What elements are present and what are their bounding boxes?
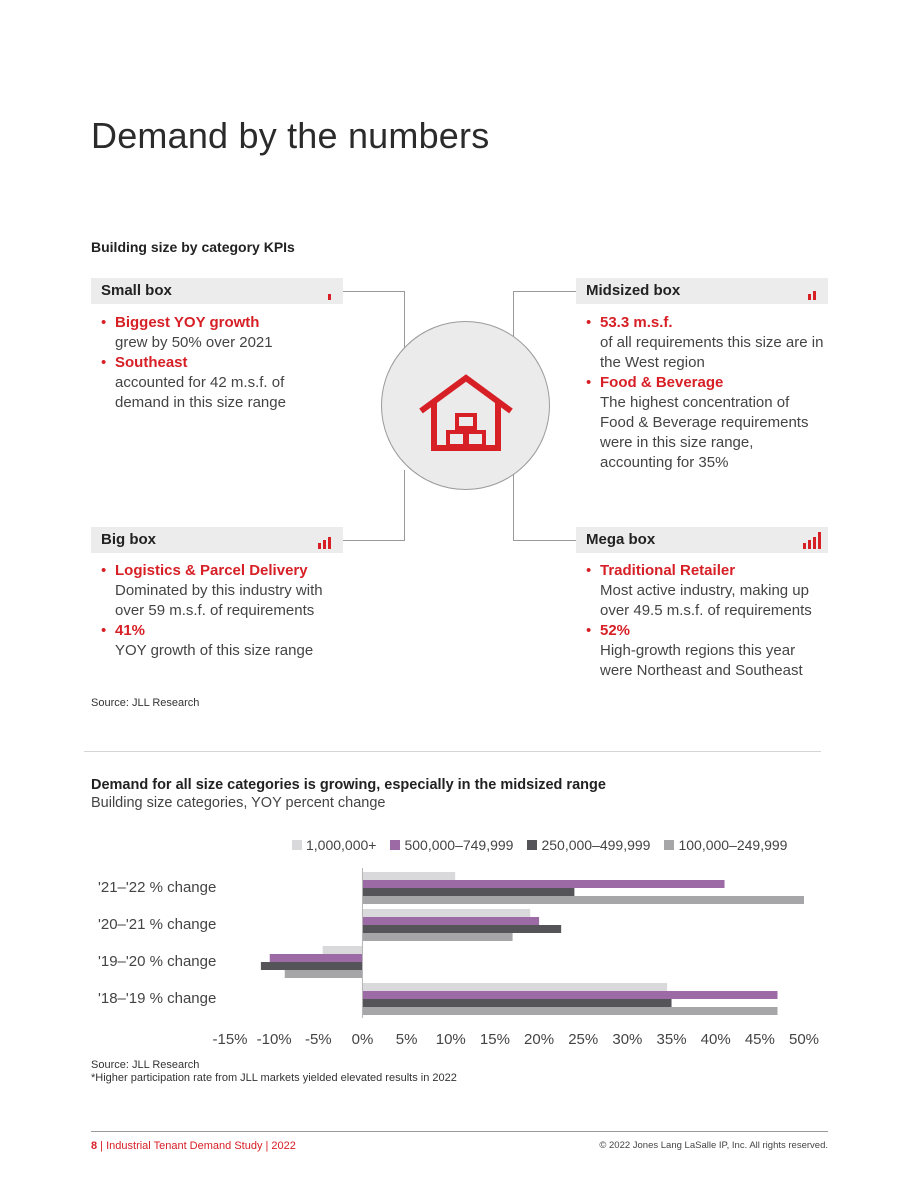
kpi-highlight: 53.3 m.s.f. bbox=[600, 314, 673, 331]
x-tick-label: 0% bbox=[351, 1031, 374, 1048]
bar bbox=[362, 880, 724, 888]
legend-label: 250,000–499,999 bbox=[541, 837, 651, 853]
bar bbox=[362, 896, 804, 904]
bar bbox=[362, 872, 455, 880]
kpi-highlight: Food & Beverage bbox=[600, 374, 724, 391]
midsized-box-content bbox=[576, 313, 836, 473]
x-tick-label: 50% bbox=[788, 1031, 820, 1048]
size-bars-icon bbox=[800, 531, 822, 549]
list-item bbox=[576, 621, 836, 681]
kpi-highlight: 41% bbox=[115, 622, 146, 639]
kpi-text: accounted for 42 m.s.f. of bbox=[115, 374, 285, 391]
x-tick-label: -10% bbox=[256, 1031, 292, 1048]
chart-subtitle: Building size categories, YOY percent change bbox=[91, 795, 386, 811]
section-divider bbox=[84, 751, 821, 752]
bullet-dot: • bbox=[586, 374, 592, 391]
bullet-dot: • bbox=[101, 354, 107, 371]
kpi-highlight: Southeast bbox=[115, 354, 188, 371]
x-tick-label: -5% bbox=[304, 1031, 332, 1048]
bar bbox=[285, 970, 363, 978]
warehouse-hub bbox=[381, 321, 550, 490]
legend-swatch bbox=[292, 840, 302, 850]
legend-item bbox=[292, 837, 376, 853]
bullet-dot: • bbox=[101, 622, 107, 639]
publication-name: Industrial Tenant Demand Study | 2022 bbox=[106, 1140, 296, 1152]
kpi-text: The highest concentration of bbox=[600, 394, 790, 411]
kpi-text: were in this size range, bbox=[600, 434, 754, 451]
list-item bbox=[91, 621, 351, 661]
mega-box-content bbox=[576, 561, 836, 681]
bar bbox=[270, 954, 363, 962]
kpi-text: were Northeast and Southeast bbox=[600, 662, 803, 679]
list-item bbox=[576, 313, 836, 373]
x-tick-label: 25% bbox=[568, 1031, 599, 1048]
kpi-highlight: Traditional Retailer bbox=[600, 562, 736, 579]
legend-item bbox=[527, 837, 650, 853]
bar bbox=[362, 1007, 777, 1015]
kpi-highlight: 52% bbox=[600, 622, 631, 639]
kpi-text: over 49.5 m.s.f. of requirements bbox=[600, 602, 812, 619]
page-number: 8 bbox=[91, 1140, 98, 1152]
chart-footnote: *Higher participation rate from JLL markets yielded elevated results in 2022 bbox=[91, 1072, 457, 1084]
size-bars-icon bbox=[795, 286, 817, 300]
category-label: '18–'19 % change bbox=[98, 990, 217, 1007]
legend-swatch bbox=[664, 840, 674, 850]
small-box-content bbox=[91, 313, 343, 413]
small-box-title: Small box bbox=[101, 282, 172, 299]
footer-publication bbox=[91, 1140, 296, 1152]
bullet-dot: • bbox=[586, 562, 592, 579]
category-label: '21–'22 % change bbox=[98, 879, 217, 896]
category-label: '20–'21 % change bbox=[98, 916, 217, 933]
list-item bbox=[91, 313, 343, 353]
big-box-header bbox=[91, 527, 343, 553]
size-bars-icon bbox=[310, 535, 332, 549]
legend-label: 1,000,000+ bbox=[306, 837, 377, 853]
x-tick-label: 5% bbox=[395, 1031, 418, 1048]
kpi-text: the West region bbox=[600, 354, 705, 371]
legend-swatch bbox=[390, 840, 400, 850]
big-box-title: Big box bbox=[101, 531, 156, 548]
legend-label: 100,000–249,999 bbox=[678, 837, 788, 853]
page-title: Demand by the numbers bbox=[91, 115, 490, 156]
bullet-dot: • bbox=[101, 562, 107, 579]
warehouse-icon bbox=[381, 321, 550, 490]
category-label: '19–'20 % change bbox=[98, 953, 217, 970]
x-tick-label: 20% bbox=[524, 1031, 555, 1048]
x-tick-label: 10% bbox=[435, 1031, 466, 1048]
list-item bbox=[91, 353, 343, 413]
bullet-dot: • bbox=[586, 314, 592, 331]
midsized-box-title: Midsized box bbox=[586, 282, 681, 299]
bar-chart bbox=[80, 862, 840, 1062]
x-tick-label: 30% bbox=[612, 1031, 643, 1048]
bar bbox=[362, 999, 671, 1007]
legend-item bbox=[664, 837, 787, 853]
bullet-dot: • bbox=[101, 314, 107, 331]
kpi-text: Most active industry, making up bbox=[600, 582, 809, 599]
footer-separator: | bbox=[97, 1140, 107, 1152]
list-item bbox=[576, 561, 836, 621]
x-tick-label: 45% bbox=[744, 1031, 775, 1048]
list-item bbox=[91, 561, 351, 621]
bullet-dot: • bbox=[586, 622, 592, 639]
x-tick-label: 35% bbox=[656, 1031, 687, 1048]
kpi-text: grew by 50% over 2021 bbox=[115, 334, 273, 351]
bar bbox=[362, 925, 561, 933]
bar bbox=[261, 962, 363, 970]
x-tick-label: -15% bbox=[212, 1031, 248, 1048]
section-heading: Building size by category KPIs bbox=[91, 239, 295, 255]
chart-source: Source: JLL Research bbox=[91, 1059, 200, 1071]
copyright: © 2022 Jones Lang LaSalle IP, Inc. All rights reserved. bbox=[599, 1140, 828, 1151]
bar bbox=[362, 909, 530, 917]
bar bbox=[362, 983, 667, 991]
big-box-content bbox=[91, 561, 351, 661]
legend-item bbox=[390, 837, 513, 853]
kpi-text: of all requirements this size are in bbox=[600, 334, 824, 351]
bar bbox=[323, 946, 363, 954]
bar bbox=[362, 933, 512, 941]
list-item bbox=[576, 373, 836, 473]
kpi-text: Food & Beverage requirements bbox=[600, 414, 809, 431]
kpi-text: Dominated by this industry with bbox=[115, 582, 323, 599]
kpi-text: over 59 m.s.f. of requirements bbox=[115, 602, 315, 619]
size-bars-icon bbox=[310, 286, 332, 300]
kpi-text: High-growth regions this year bbox=[600, 642, 796, 659]
midsized-box-header bbox=[576, 278, 828, 304]
mega-box-header bbox=[576, 527, 828, 553]
kpi-text: demand in this size range bbox=[115, 394, 286, 411]
kpi-highlight: Biggest YOY growth bbox=[115, 314, 260, 331]
footer-rule bbox=[91, 1131, 828, 1132]
kpi-highlight: Logistics & Parcel Delivery bbox=[115, 562, 308, 579]
small-box-header bbox=[91, 278, 343, 304]
legend-swatch bbox=[527, 840, 537, 850]
kpi-source: Source: JLL Research bbox=[91, 697, 200, 709]
mega-box-title: Mega box bbox=[586, 531, 656, 548]
legend-label: 500,000–749,999 bbox=[404, 837, 514, 853]
x-tick-label: 40% bbox=[700, 1031, 731, 1048]
bar bbox=[362, 991, 777, 999]
bar bbox=[362, 888, 574, 896]
chart-legend bbox=[292, 837, 801, 853]
x-tick-label: 15% bbox=[479, 1031, 510, 1048]
kpi-text: accounting for 35% bbox=[600, 454, 729, 471]
bar bbox=[362, 917, 539, 925]
chart-title: Demand for all size categories is growing, especially in the midsized range bbox=[91, 777, 606, 793]
kpi-text: YOY growth of this size range bbox=[115, 642, 314, 659]
